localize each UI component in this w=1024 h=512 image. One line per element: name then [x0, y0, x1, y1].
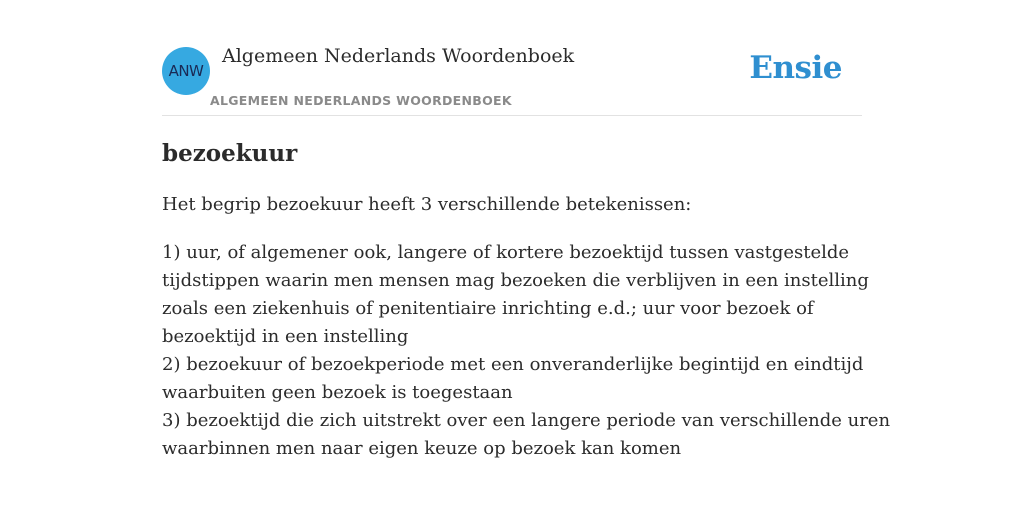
anw-logo[interactable]	[162, 47, 210, 95]
source-title[interactable]: Algemeen Nederlands Woordenboek	[222, 45, 575, 67]
meaning-intro: Het begrip bezoekuur heeft 3 verschillende betekenissen:	[162, 194, 692, 215]
definition-line: tijdstippen waarin men mensen mag bezoeken die verblijven in een instelling	[162, 270, 869, 291]
source-header	[162, 0, 862, 116]
source-subtitle: ALGEMEEN NEDERLANDS WOORDENBOEK	[210, 93, 512, 108]
definition-line: waarbinnen men naar eigen keuze op bezoek kan komen	[162, 438, 682, 459]
logo-text: ANW	[168, 62, 204, 80]
definition-line: 1) uur, of algemener ook, langere of kortere bezoektijd tussen vastgestelde	[162, 242, 850, 263]
definition-line: 2) bezoekuur of bezoekperiode met een onveranderlijke begintijd en eindtijd	[162, 354, 864, 375]
definition-line: waarbuiten geen bezoek is toegestaan	[162, 382, 513, 403]
definitions	[162, 239, 891, 463]
page-title: bezoekuur	[162, 140, 298, 167]
ensie-logo[interactable]: Ensie	[749, 50, 842, 86]
definition-line: 3) bezoektijd die zich uitstrekt over een langere periode van verschillende uren	[162, 410, 891, 431]
definition-line: bezoektijd in een instelling	[162, 326, 409, 347]
entry-card	[162, 0, 891, 512]
definition-line: zoals een ziekenhuis of penitentiaire inrichting e.d.; uur voor bezoek of	[162, 298, 814, 319]
